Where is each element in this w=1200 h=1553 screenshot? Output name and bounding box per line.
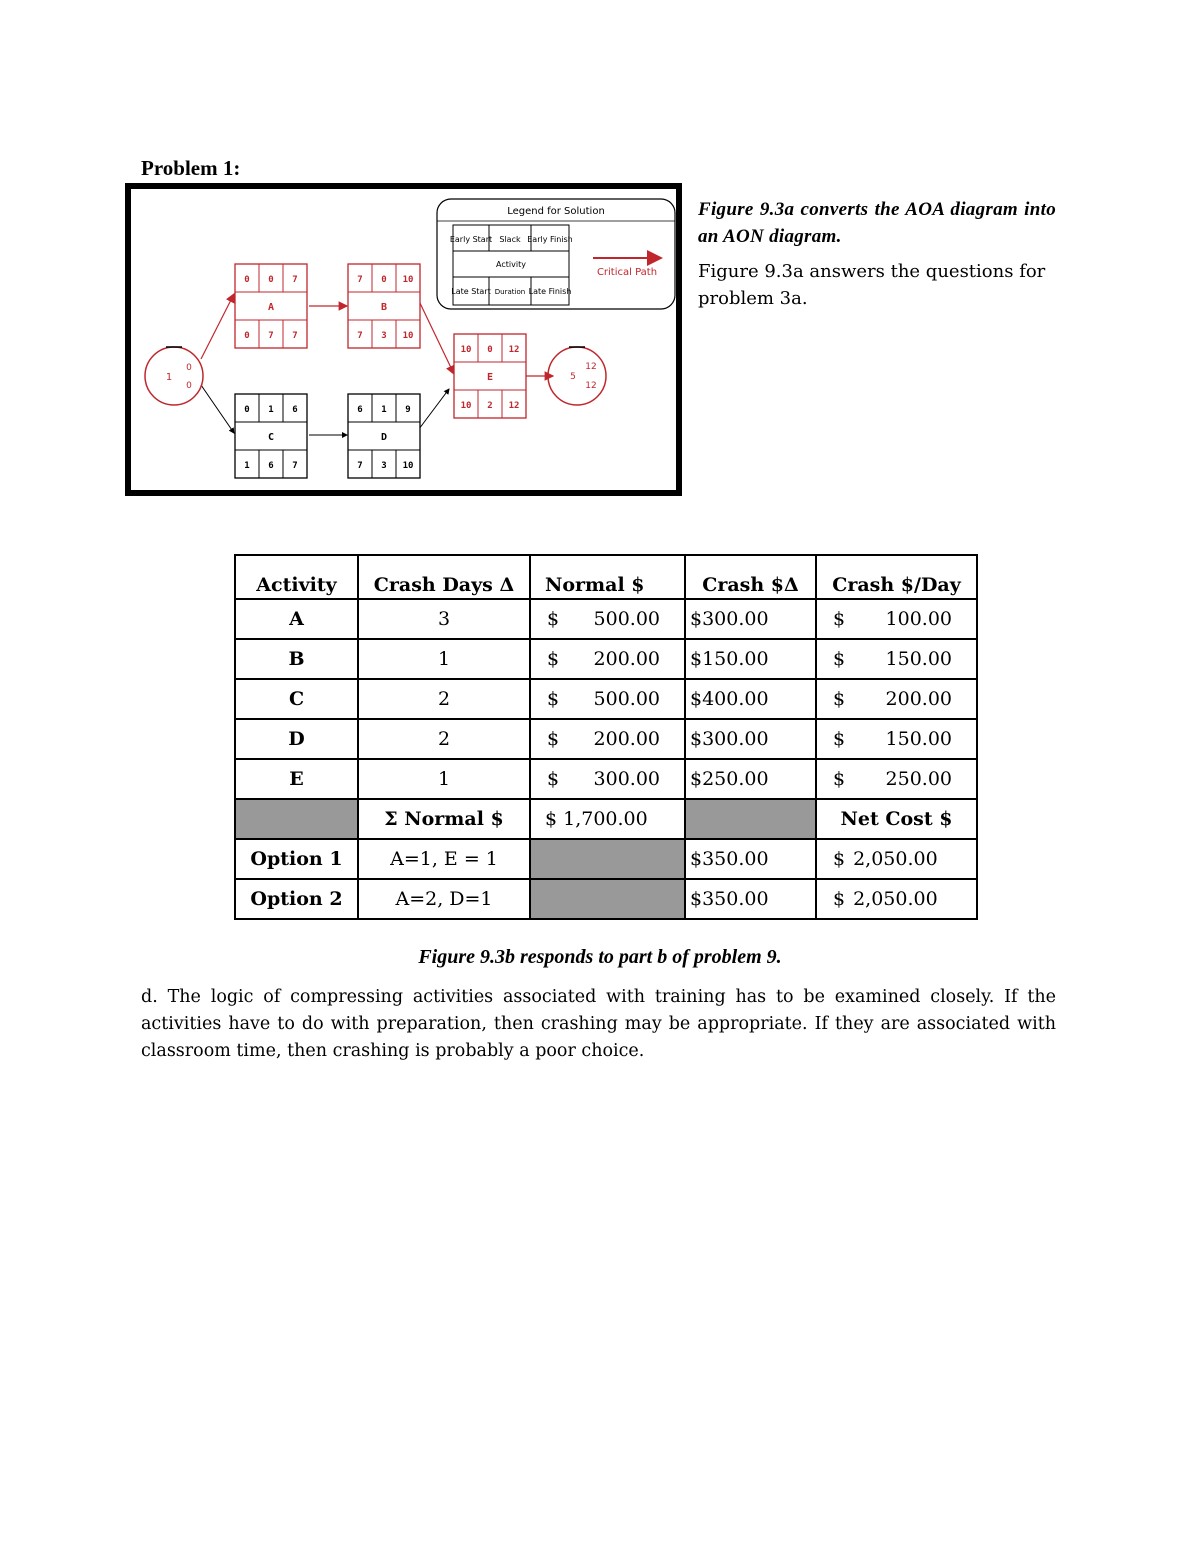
activity-label: A xyxy=(267,302,275,313)
late-finish: 10 xyxy=(402,461,414,471)
legend-title: Legend for Solution xyxy=(507,206,605,217)
figure-9-3a-caption: Figure 9.3a converts the AOA diagram into an AON diagram. xyxy=(698,199,1056,247)
normal-cost-value: 500.00 xyxy=(593,688,660,710)
normal-cost-cell xyxy=(530,599,685,639)
table-row xyxy=(235,639,977,679)
option-net-cost: 2,050.00 xyxy=(853,888,938,910)
cost-per-day-cell xyxy=(816,719,977,759)
normal-cost-value: 200.00 xyxy=(593,728,660,750)
end-node-top: 12 xyxy=(585,362,597,372)
activity-cell: B xyxy=(235,639,358,679)
option-row xyxy=(235,839,977,879)
start-node-bottom: 0 xyxy=(186,381,192,391)
crash-days-cell: 3 xyxy=(358,599,530,639)
cost-per-day-value: 200.00 xyxy=(885,688,952,710)
option-change: A=2, D=1 xyxy=(358,879,530,919)
activity-cell: E xyxy=(235,759,358,799)
aon-diagram xyxy=(131,189,676,490)
shaded-cell xyxy=(235,799,358,839)
early-start: 6 xyxy=(357,405,363,415)
activity-node-e xyxy=(454,334,526,418)
activity-cell: C xyxy=(235,679,358,719)
currency-symbol: $ xyxy=(833,888,846,910)
activity-cell: D xyxy=(235,719,358,759)
late-finish: 10 xyxy=(402,331,414,341)
crash-cost-cell: $300.00 xyxy=(685,719,816,759)
late-start: 1 xyxy=(244,461,250,471)
early-finish: 6 xyxy=(292,405,298,415)
normal-cost-cell xyxy=(530,759,685,799)
late-finish: 12 xyxy=(508,401,520,411)
header-crash-per-day: Crash $/Day xyxy=(816,555,977,599)
currency-symbol: $ xyxy=(833,728,846,750)
legend-late-start: Late Start xyxy=(451,287,491,296)
crash-cost-table xyxy=(234,554,978,920)
currency-symbol: $ xyxy=(547,648,560,670)
option-net-cost: 2,050.00 xyxy=(853,848,938,870)
option-net-cost-cell xyxy=(816,839,977,879)
net-cost-label: Net Cost $ xyxy=(816,799,977,839)
activity-label: D xyxy=(380,432,388,443)
normal-cost-cell xyxy=(530,639,685,679)
currency-symbol: $ xyxy=(547,728,560,750)
cost-per-day-cell xyxy=(816,679,977,719)
currency-symbol: $ xyxy=(547,768,560,790)
activity-cell: A xyxy=(235,599,358,639)
slack: 1 xyxy=(268,405,274,415)
sum-normal-label: Σ Normal $ xyxy=(358,799,530,839)
cost-per-day-value: 250.00 xyxy=(885,768,952,790)
currency-symbol: $ xyxy=(833,848,846,870)
normal-cost-value: 500.00 xyxy=(593,608,660,630)
early-start: 10 xyxy=(460,345,472,355)
option-change: A=1, E = 1 xyxy=(358,839,530,879)
crash-cost-cell: $250.00 xyxy=(685,759,816,799)
duration: 6 xyxy=(268,461,274,471)
activity-label: E xyxy=(486,372,494,383)
option-label: Option 1 xyxy=(235,839,358,879)
cost-per-day-cell xyxy=(816,599,977,639)
late-finish: 7 xyxy=(292,461,298,471)
legend-late-finish: Late Finish xyxy=(528,287,572,296)
table-row xyxy=(235,679,977,719)
legend-duration: Duration xyxy=(494,288,526,296)
currency-symbol: $ xyxy=(833,688,846,710)
normal-cost-value: 200.00 xyxy=(593,648,660,670)
legend-activity: Activity xyxy=(496,260,526,269)
activity-node-d xyxy=(348,394,420,478)
header-crash-delta: Crash $Δ xyxy=(685,555,816,599)
cost-per-day-value: 100.00 xyxy=(885,608,952,630)
activity-label: C xyxy=(267,432,275,443)
late-finish: 7 xyxy=(292,331,298,341)
table-header-row xyxy=(235,555,977,599)
cost-per-day-value: 150.00 xyxy=(885,648,952,670)
legend-slack: Slack xyxy=(499,235,521,244)
crash-cost-cell: $400.00 xyxy=(685,679,816,719)
end-node-bottom: 12 xyxy=(585,381,597,391)
slack: 0 xyxy=(487,345,493,355)
header-activity: Activity xyxy=(235,555,358,599)
cost-per-day-value: 150.00 xyxy=(885,728,952,750)
normal-cost-cell xyxy=(530,679,685,719)
crash-cost-cell: $150.00 xyxy=(685,639,816,679)
duration: 2 xyxy=(487,401,493,411)
start-node-id: 1 xyxy=(165,372,173,383)
currency-symbol: $ xyxy=(833,768,846,790)
late-start: 7 xyxy=(357,461,363,471)
slack: 0 xyxy=(381,275,387,285)
late-start: 10 xyxy=(460,401,472,411)
header-normal: Normal $ xyxy=(530,555,685,599)
early-start: 7 xyxy=(357,275,363,285)
activity-node-c xyxy=(235,394,307,478)
legend-early-start: Early Start xyxy=(449,235,493,244)
early-finish: 12 xyxy=(508,345,520,355)
legend xyxy=(437,199,675,309)
legend-critical-path: Critical Path xyxy=(596,267,658,278)
crash-days-cell: 2 xyxy=(358,719,530,759)
currency-symbol: $ xyxy=(833,648,846,670)
crash-cost-cell: $300.00 xyxy=(685,599,816,639)
crash-days-cell: 1 xyxy=(358,639,530,679)
duration: 3 xyxy=(381,461,387,471)
option-crash-cost: $350.00 xyxy=(685,839,816,879)
late-start: 0 xyxy=(244,331,250,341)
figure-9-3a-note: Figure 9.3a answers the questions for problem 3a. xyxy=(698,261,1046,309)
paragraph-d: d. The logic of compressing activities associated with training has to be examined closely. If the activities have to do with preparation, then crashing may be appropriate. If they are associated with classroom time, then crashing is probably a poor choice. xyxy=(141,987,1056,1061)
activity-node-b xyxy=(348,264,420,348)
duration: 3 xyxy=(381,331,387,341)
activity-node-a xyxy=(235,264,307,348)
option-row xyxy=(235,879,977,919)
end-node xyxy=(548,347,606,405)
start-node-top: 0 xyxy=(186,363,192,373)
table-row xyxy=(235,759,977,799)
legend-early-finish: Early Finish xyxy=(527,235,573,244)
duration: 7 xyxy=(268,331,274,341)
aon-diagram-frame xyxy=(125,183,682,496)
early-start: 0 xyxy=(244,275,250,285)
slack: 0 xyxy=(268,275,274,285)
early-finish: 10 xyxy=(402,275,414,285)
early-finish: 9 xyxy=(405,405,411,415)
normal-cost-value: 300.00 xyxy=(593,768,660,790)
activity-nodes xyxy=(235,264,526,478)
shaded-cell xyxy=(530,879,685,919)
crash-days-cell: 2 xyxy=(358,679,530,719)
end-node-id: 5 xyxy=(570,372,576,382)
table-row xyxy=(235,719,977,759)
currency-symbol: $ xyxy=(833,608,846,630)
early-finish: 7 xyxy=(292,275,298,285)
activity-label: B xyxy=(380,302,388,313)
currency-symbol: $ xyxy=(547,688,560,710)
late-start: 7 xyxy=(357,331,363,341)
shaded-cell xyxy=(530,839,685,879)
side-text xyxy=(698,196,1056,312)
cost-per-day-cell xyxy=(816,759,977,799)
sum-normal-value: $ 1,700.00 xyxy=(530,799,685,839)
table-row xyxy=(235,599,977,639)
crash-days-cell: 1 xyxy=(358,759,530,799)
currency-symbol: $ xyxy=(547,608,560,630)
cost-per-day-cell xyxy=(816,639,977,679)
option-crash-cost: $350.00 xyxy=(685,879,816,919)
slack: 1 xyxy=(381,405,387,415)
problem-title: Problem 1: xyxy=(141,156,241,180)
sum-row xyxy=(235,799,977,839)
shaded-cell xyxy=(685,799,816,839)
normal-cost-cell xyxy=(530,719,685,759)
figure-9-3b-caption: Figure 9.3b responds to part b of problem 9. xyxy=(418,946,782,968)
header-crash-days: Crash Days Δ xyxy=(358,555,530,599)
option-label: Option 2 xyxy=(235,879,358,919)
option-net-cost-cell xyxy=(816,879,977,919)
start-node xyxy=(145,347,203,405)
early-start: 0 xyxy=(244,405,250,415)
